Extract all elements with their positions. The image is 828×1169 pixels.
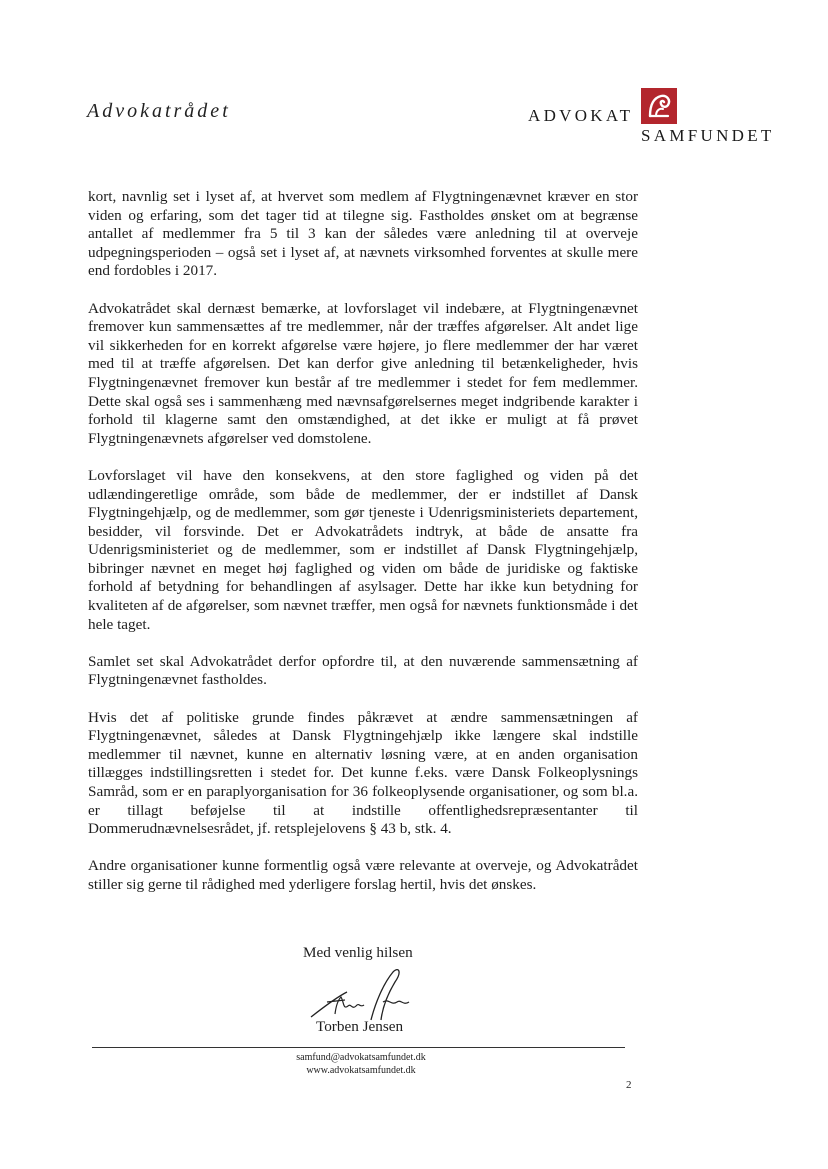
footer-email: samfund@advokatsamfundet.dk: [296, 1052, 426, 1063]
footer-website: www.advokatsamfundet.dk: [306, 1065, 416, 1076]
paragraph-3: Lovforslaget vil have den konsekvens, at den store faglighed og viden på det udlændingeretlige område, som både de medlemmer, der er indstillet af Dansk Flygtningehjælp, og de medlemmer, som gør tjeneste i Udenrigsministeriets departement, besidder, vil forsvinde. Det er Advokatrådets indtryk, at både de ansatte fra Udenrigsministeriet og de medlemmer, som er indstillet af Dansk Flygtningehjælp, bibringer nævnet en meget høj faglighed og viden om både de juridiske og faktiske forhold af betydning for behandlingen af asylsager. Dette har ikke kun betydning for kvaliteten af de afgørelser, som nævnet træffer, men også for nævnets funktionsmåde i det hele taget.: [88, 466, 638, 633]
advokatsamfundet-logo: [528, 88, 788, 148]
header-title: Advokatrådet: [87, 100, 231, 122]
paragraph-5: Hvis det af politiske grunde findes påkrævet at ændre sammensætningen af Flygtningenævnet, således at Dansk Flygtningehjælp ikke længere skal indstille medlemmer til nævnet, kunne en alternativ løsning være, at en anden organisation tillægges indstillingsretten i stedet for. Det kunne f.eks. være Dansk Folkeoplysnings Samråd, som er en paraplyorganisation for 36 folkeoplysende organisationer, og som bl.a. er tillagt beføjelse til at indstille offentlighedsrepræsentanter til Dommerudnævnelsesrådet, jf. retsplejelovens § 43 b, stk. 4.: [88, 708, 638, 838]
letter-body: [88, 188, 638, 913]
paragraph-6: Andre organisationer kunne formentlig også være relevante at overveje, og Advokatrådet stiller sig gerne til rådighed med yderligere forslag hertil, hvis det ønskes.: [88, 857, 638, 893]
logo-word-samfundet: SAMFUNDET: [641, 126, 775, 145]
footer-divider: [92, 1047, 625, 1048]
logo-emblem-icon: [641, 88, 677, 124]
paragraph-1: kort, navnlig set i lyset af, at hvervet som medlem af Flygtningenævnet kræver en stor viden og erfaring, som det tager tid at tilegne sig. Fastholdes ønsket om at begrænse antallet af medlemmer fra 5 til 3 kan der således være anledning til at overveje udpegningsperioden – også set i lyset af, at nævnets virksomhed forventes at skulle mere end fordobles i 2017.: [88, 188, 638, 280]
page-number: 2: [626, 1079, 632, 1091]
footer: [236, 1051, 486, 1077]
paragraph-4: Samlet set skal Advokatrådet derfor opfordre til, at den nuværende sammensætning af Flygtningenævnet fastholdes.: [88, 652, 638, 689]
logo-word-advokat: ADVOKAT: [528, 106, 634, 125]
signer-name: Torben Jensen: [316, 1018, 404, 1035]
handwritten-signature: [305, 962, 420, 1024]
paragraph-2: Advokatrådet skal dernæst bemærke, at lovforslaget vil indebære, at Flygtningenævnet fremover kun sammensættes af tre medlemmer, når der træffes afgørelser. Alt andet lige vil sikkerheden for en korrekt afgørelse være højere, jo flere medlemmer der har været med til at træffe afgørelsen. Det kan derfor give anledning til betænkeligheder, hvis Flygtningenævnet fremover kun består af tre medlemmer i stedet for fem medlemmer. Dette skal også ses i sammenhæng med nævnsafgørelsernes meget indgribende karakter i forhold til klagerne samt den omstændighed, at det ikke er muligt at få prøvet Flygtningenævnets afgørelser ved domstolene.: [88, 299, 638, 447]
closing-greeting: Med venlig hilsen: [303, 944, 413, 961]
